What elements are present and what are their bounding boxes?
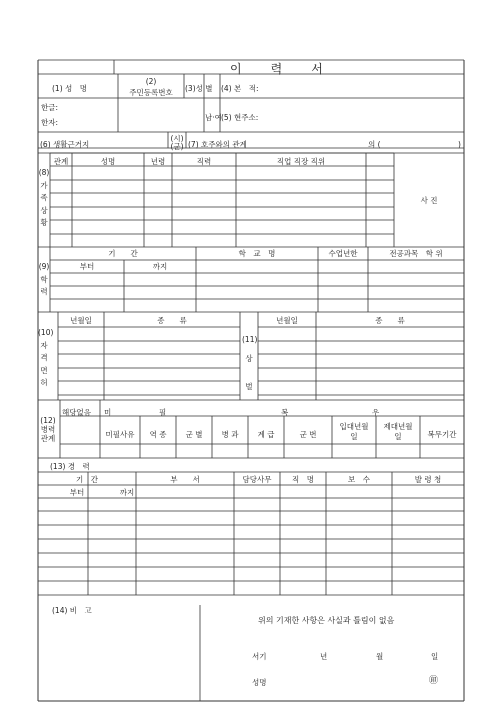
military-col-number: 군 번: [299, 430, 317, 439]
living-label: (6) 생활근거지: [40, 140, 90, 149]
military-exempt: 해당없음: [62, 408, 91, 417]
address-label: (5) 현주소:: [221, 113, 259, 122]
career-issuer: 발 령 청: [414, 475, 442, 484]
family-header-age: 년령: [150, 157, 166, 166]
day-label: 일: [431, 652, 439, 661]
relation-label: (7) 호주와의 관계: [188, 140, 247, 149]
si-gun: (시) (군): [170, 134, 184, 151]
award-kind-header: 종 류: [375, 316, 405, 325]
family-header-career: 직력: [196, 157, 212, 166]
military-col-type: 역 종: [149, 430, 167, 439]
award-date-header: 년월일: [276, 316, 298, 325]
career-salary: 보 수: [348, 475, 370, 484]
relation-close: ): [458, 140, 461, 149]
sex-label: (3)성 별: [185, 84, 213, 93]
name-label: (1) 성 명: [52, 84, 87, 93]
military-col-branch: 군 별: [185, 430, 203, 439]
relation-of: 의 (: [368, 140, 381, 149]
career-dept: 부 서: [170, 475, 200, 484]
sex-options: 남·여: [205, 113, 222, 122]
military-side-label: (12) 병력 관계: [40, 416, 56, 443]
career-period: 기 간: [76, 475, 98, 484]
military-pil: 필: [159, 408, 167, 417]
remarks-label: (14) 비 고: [52, 606, 92, 615]
military-mi: 미: [104, 408, 112, 417]
hangul-label: 한글:: [41, 103, 59, 112]
military-col-discharge: 제대년월 일: [383, 422, 413, 441]
rrn-label: 주민등록번호: [129, 88, 173, 97]
honjeok-label: (4) 본 적:: [221, 84, 259, 93]
edu-period: 기 간: [108, 249, 138, 258]
month-label: 월: [376, 652, 384, 661]
family-header-job: 직업 직장 직위: [276, 157, 326, 166]
seal-mark: ㊞: [429, 676, 439, 686]
military-bok: 복: [281, 408, 289, 417]
edu-to: 까지: [152, 262, 168, 271]
family-side-label: (8) 가 족 상 황: [38, 168, 50, 227]
award-side-label: (11) 상 벌: [242, 335, 258, 391]
military-u: 우: [372, 408, 380, 417]
year-label: 년: [320, 652, 328, 661]
license-date-header: 년월일: [70, 316, 92, 325]
license-kind-header: 종 류: [157, 316, 187, 325]
remarks-statement: 위의 기재한 사항은 사실과 틀림이 없음: [258, 616, 395, 625]
military-col-reason: 미필사유: [105, 430, 135, 439]
military-col-rank: 계 급: [257, 430, 275, 439]
career-title: (13) 경 력: [50, 462, 90, 471]
hanja-label: 한자:: [41, 118, 59, 127]
page-title: 이 력 서: [230, 62, 324, 76]
date-label: 서기: [252, 652, 267, 661]
rrn-number: (2): [145, 77, 157, 86]
military-col-duration: 복무기간: [427, 430, 457, 439]
family-header-name: 성명: [100, 157, 116, 166]
career-to: 까지: [119, 488, 135, 497]
career-duty: 담당사무: [242, 475, 272, 484]
edu-major: 전공과목 학 위: [389, 249, 443, 258]
edu-school: 학 교 명: [238, 249, 276, 258]
photo-label: 사 진: [420, 196, 438, 205]
military-col-enlist: 입대년월 일: [339, 422, 369, 441]
license-side-label: (10) 자 격 면 허: [38, 328, 54, 387]
edu-years: 수업년한: [328, 249, 358, 258]
career-from: 부터: [69, 488, 85, 497]
career-position: 직 명: [292, 475, 314, 484]
edu-from: 부터: [79, 262, 95, 271]
military-col-specialty: 병 과: [221, 430, 239, 439]
education-side-label: (9) 학 력: [38, 262, 50, 296]
family-header-relation: 관계: [53, 157, 69, 166]
signature-label: 성명: [252, 678, 267, 687]
